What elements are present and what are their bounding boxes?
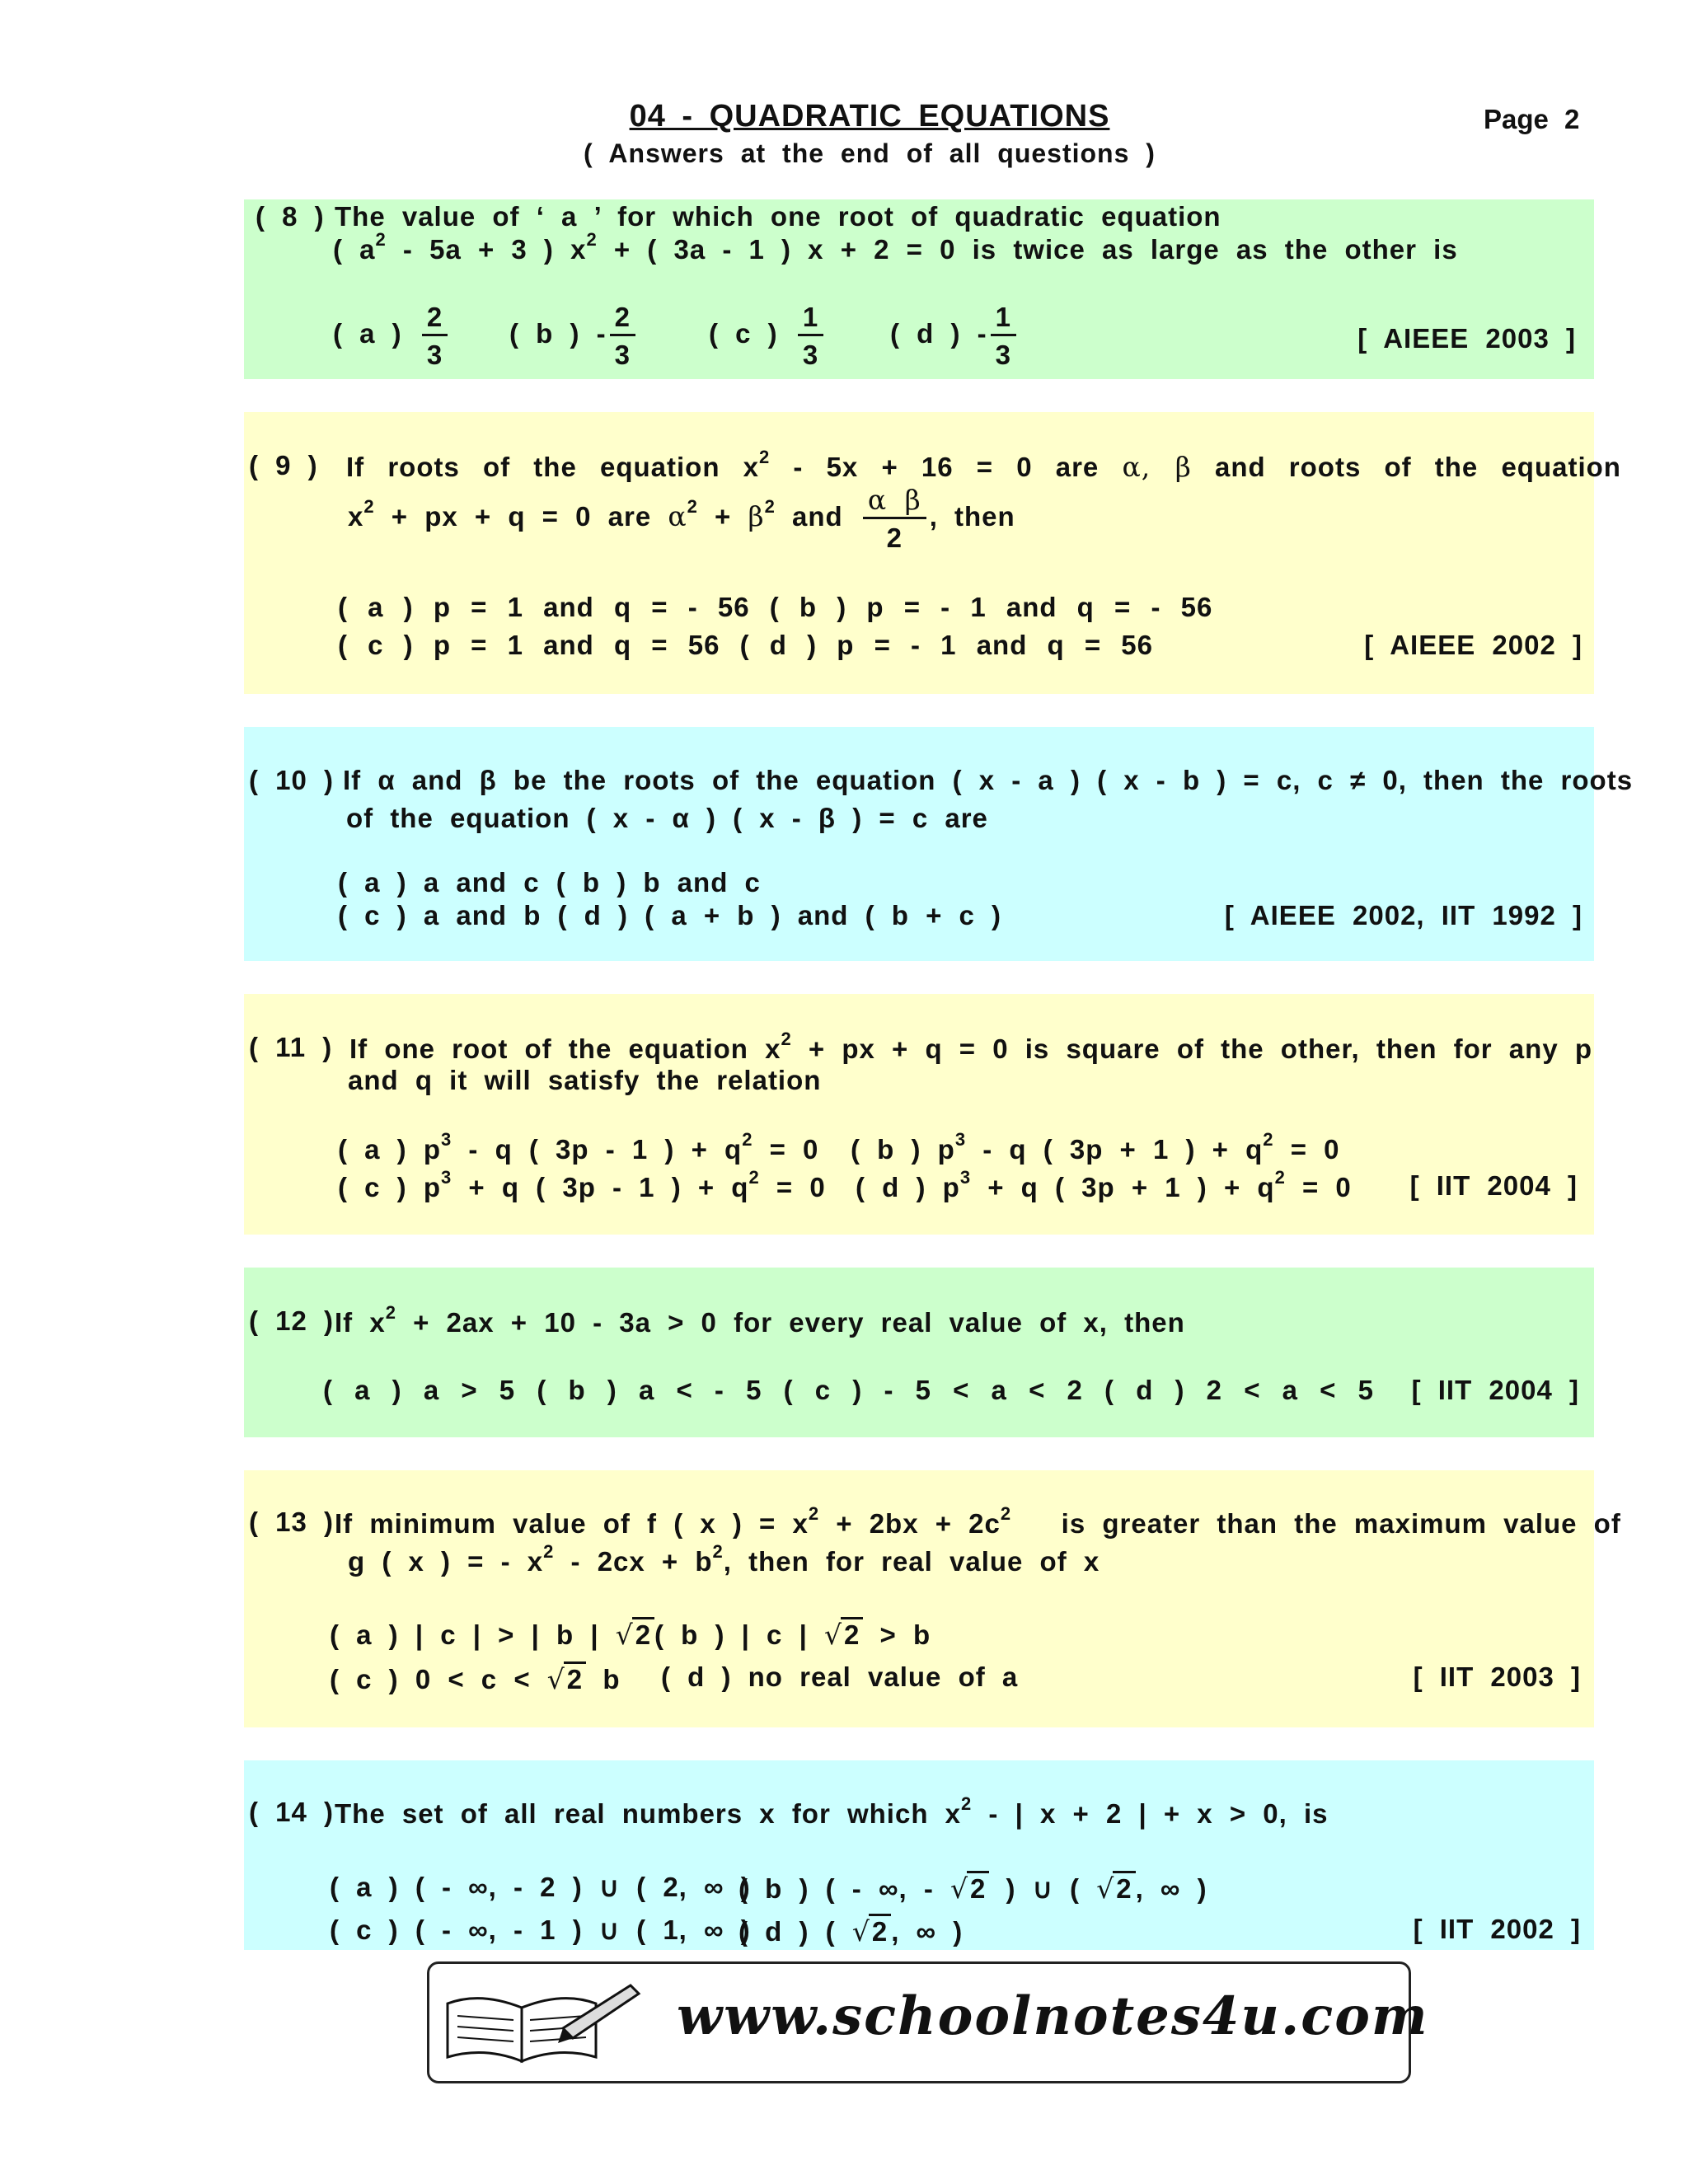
question-number: ( 14 ): [249, 1797, 335, 1827]
question-text-line2: $x^2$ + px + q = 0 are $\alpha^2 + \beta^2$ and $\frac{\text{α β}}{2}$ , then: [348, 484, 1015, 553]
question-number: ( 12 ): [249, 1305, 335, 1336]
options-row-2: ( c ) a and b ( d ) ( a + b ) and ( b + c ): [338, 900, 1002, 930]
question-8-box: [244, 199, 1594, 379]
option-d: ( d ) no real value of a: [661, 1661, 1019, 1692]
option-a: ( a ) | c | > | b | √2: [330, 1617, 654, 1651]
exam-reference: [ IIT 2002 ]: [1413, 1914, 1581, 1944]
question-12-box: [244, 1268, 1594, 1437]
question-text-line2: and q it will satisfy the relation: [348, 1065, 822, 1095]
question-text-line2: g ( x ) = - $x^2 - 2cx + b^2$, then for real value of x: [348, 1541, 1100, 1577]
option-c: ( c ) 0 < c < √2 b: [330, 1663, 621, 1695]
option-d: ( d ) - $\frac{1}{3}$: [890, 303, 1020, 368]
footer-logo: [427, 1961, 1429, 2083]
question-text-line2: of the equation ( x - α ) ( x - β ) = c are: [346, 803, 988, 833]
question-number: ( 8 ): [256, 201, 325, 232]
page-title: 04 - QUADRATIC EQUATIONS: [629, 99, 1110, 134]
question-text: The set of all real numbers x for which $x^2$ - | x + 2 | + x > 0, is: [335, 1793, 1329, 1829]
option-c: ( c ) ( - ∞, - 1 ) ∪ ( 1, ∞ ): [330, 1915, 751, 1945]
question-text: If roots of the equation $x^2 - 5x + 16 = 0$ are α, β and roots of the equation: [346, 447, 1621, 483]
exam-reference: [ IIT 2004 ]: [1411, 1375, 1579, 1405]
option-a: ( a ) $\frac{2}{3}$: [333, 303, 451, 368]
question-text: If minimum value of f ( x ) = $x^2 + 2bx + 2c^2$ is greater than the maximum value of: [335, 1503, 1621, 1539]
page-subtitle: ( Answers at the end of all questions ): [584, 138, 1156, 168]
option-b: ( b ) - $\frac{2}{3}$: [509, 303, 639, 368]
option-a: ( a ) ( - ∞, - 2 ) ∪ ( 2, ∞ ): [330, 1872, 751, 1902]
question-9-box: [244, 412, 1621, 694]
option-b: ( b ) | c | √2 > b: [654, 1619, 931, 1651]
question-text: If one root of the equation $x^2$ + px + q = 0 is square of the other, then for any p: [349, 1029, 1592, 1064]
question-14-box: [244, 1760, 1594, 1950]
website-url: www.schoolnotes4u.com: [677, 1985, 1429, 2047]
options-row: ( a ) a > 5 ( b ) a < - 5 ( c ) - 5 < a < 2 ( d ) 2 < a < 5: [323, 1375, 1374, 1405]
question-11-box: [244, 994, 1594, 1235]
question-number: ( 11 ): [249, 1032, 333, 1062]
question-text: If α and β be the roots of the equation ( x - a ) ( x - b ) = c, c ≠ 0, then the roots: [343, 765, 1634, 795]
options-row-1: ( a ) a and c ( b ) b and c: [338, 867, 761, 898]
question-number: ( 10 ): [249, 765, 335, 795]
question-10-box: [244, 727, 1634, 961]
options-row-2: ( c ) p = 1 and q = 56 ( d ) p = - 1 and q = 56: [338, 630, 1153, 660]
question-number: ( 9 ): [249, 450, 318, 480]
question-number: ( 13 ): [249, 1507, 335, 1537]
page-number: Page 2: [1484, 104, 1580, 134]
option-d: ( d ) $p^3 + q$ ( 3p + 1 ) + $q^2 = 0$: [856, 1167, 1352, 1202]
option-c: ( c ) $\frac{1}{3}$: [709, 303, 827, 368]
exam-reference: [ IIT 2004 ]: [1409, 1170, 1578, 1201]
question-text: If $x^2 + 2ax + 10 - 3a > 0$ for every real value of x, then: [335, 1302, 1185, 1338]
book-pencil-icon: [439, 1979, 645, 2069]
exam-reference: [ AIEEE 2002, IIT 1992 ]: [1224, 900, 1582, 930]
option-a: ( a ) $p^3$ - q ( 3p - 1 ) + $q^2 = 0$: [338, 1129, 819, 1165]
exam-reference: [ AIEEE 2003 ]: [1357, 323, 1576, 354]
options-row-1: ( a ) p = 1 and q = - 56 ( b ) p = - 1 and q = - 56: [338, 592, 1213, 622]
option-b: ( b ) ( - ∞, - √2 ) ∪ ( √2 , ∞ ): [738, 1872, 1207, 1905]
question-equation: ( $a^2 - 5a + 3$ ) $x^2$ + ( 3a - 1 ) x + 2 = 0 is twice as large as the other is: [333, 229, 1458, 265]
option-d: ( d ) ( √2 , ∞ ): [738, 1915, 964, 1947]
exam-reference: [ AIEEE 2002 ]: [1364, 630, 1582, 660]
option-c: ( c ) $p^3 + q$ ( 3p - 1 ) + $q^2 = 0$: [338, 1167, 826, 1202]
question-13-box: [244, 1470, 1621, 1727]
question-text: The value of ‘ a ’ for which one root of quadratic equation: [335, 201, 1221, 232]
exam-reference: [ IIT 2003 ]: [1413, 1661, 1581, 1692]
option-b: ( b ) $p^3$ - q ( 3p + 1 ) + $q^2 = 0$: [851, 1129, 1340, 1165]
